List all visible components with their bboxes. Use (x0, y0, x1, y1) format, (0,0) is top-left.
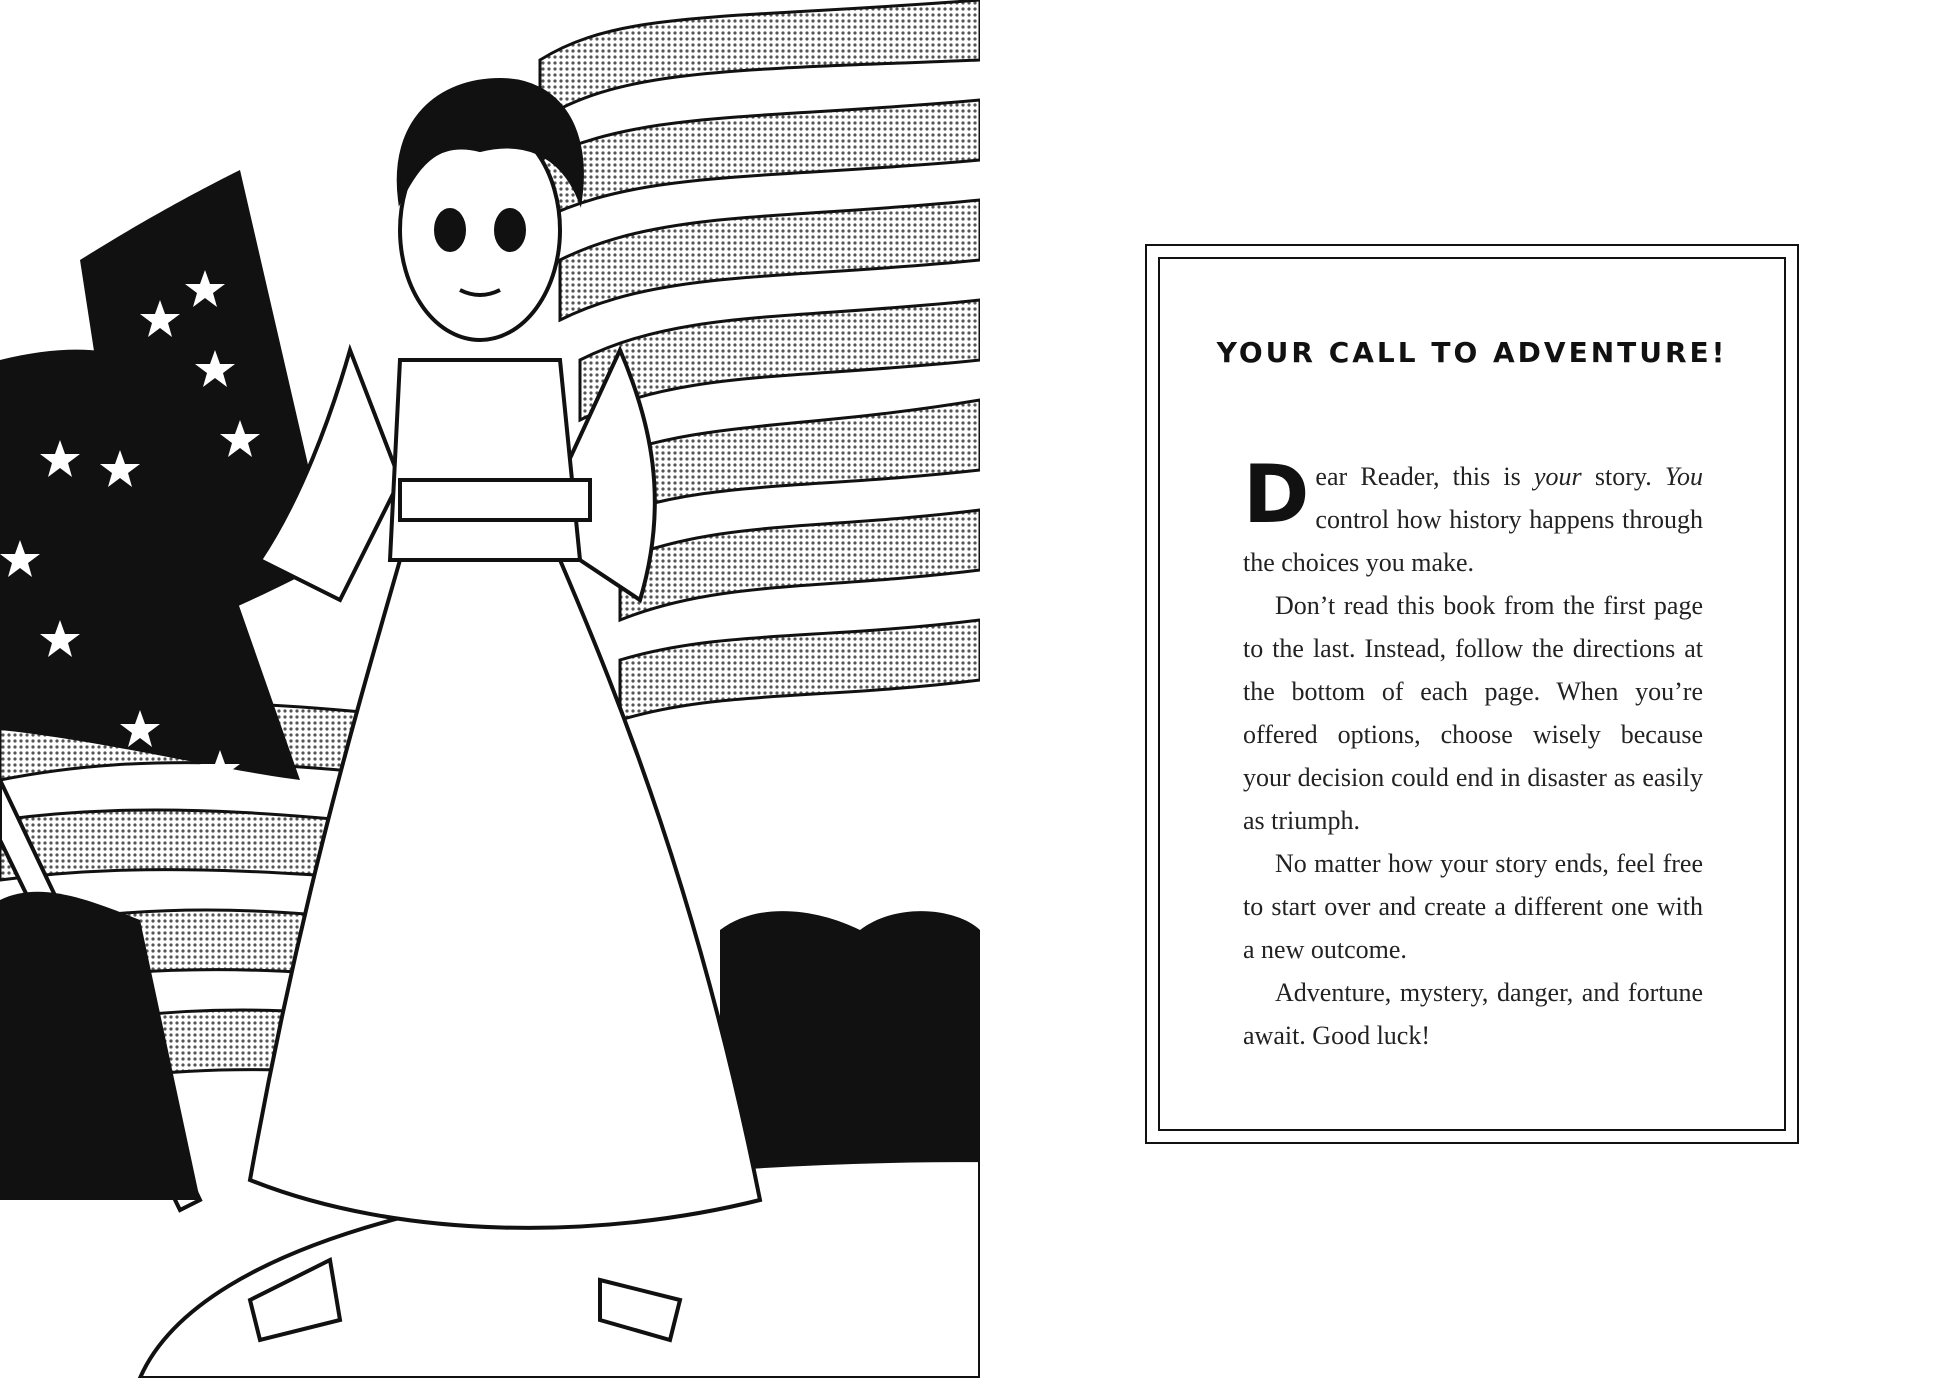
p1-text-a: ear Reader, this is (1315, 462, 1534, 491)
paragraph-3: No matter how your story ends, feel free to start over and create a different one with a new outcome. (1243, 849, 1703, 964)
page-title: YOUR CALL TO ADVENTURE! (1216, 336, 1728, 369)
paragraph-2: Don’t read this book from the first page to the last. Instead, follow the directions at the bottom of each page. When you’re offered options, choose wisely because your decision could end in disaster as easily as triumph. (1243, 591, 1703, 835)
drop-cap: D (1243, 448, 1310, 541)
p1-text-b: story. (1581, 462, 1665, 491)
p1-emphasis-you: You (1664, 462, 1703, 491)
intro-body (1243, 448, 1703, 1057)
p1-text-c: control how history happens through the choices you make. (1243, 505, 1703, 577)
bushes-right (720, 911, 980, 1200)
paragraph-1 (1243, 448, 1703, 584)
p1-emphasis-your: your (1534, 462, 1582, 491)
paragraph-4: Adventure, mystery, danger, and fortune await. Good luck! (1243, 978, 1703, 1050)
